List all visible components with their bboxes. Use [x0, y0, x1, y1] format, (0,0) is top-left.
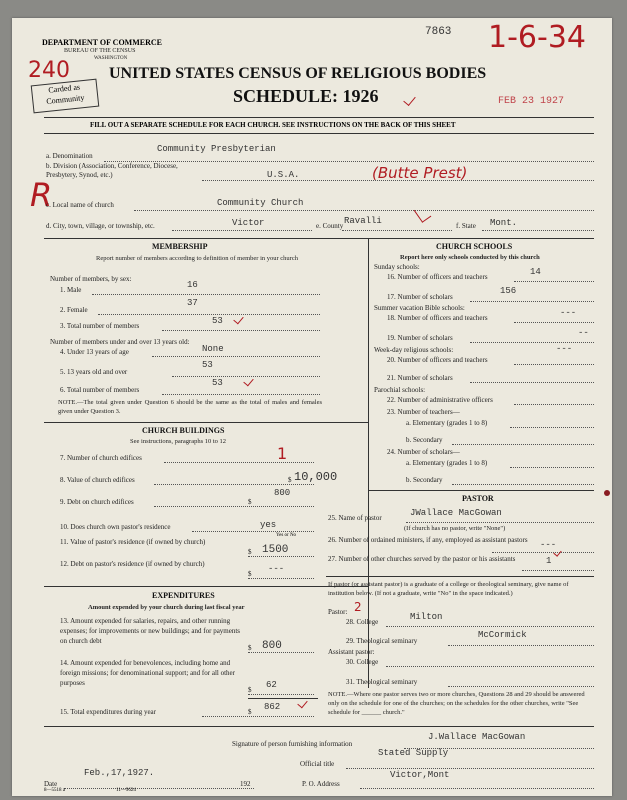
q31-label: 31. Theological seminary — [346, 678, 418, 686]
by-sex-label: Number of members, by sex: — [50, 275, 132, 283]
q12-label: 12. Debt on pastor's residence (if owned by church) — [60, 560, 205, 568]
q5-value[interactable]: 53 — [202, 360, 213, 370]
signature-label: Signature of person furnishing information — [232, 740, 353, 748]
year-suffix: 192 — [240, 780, 251, 788]
checkmark-icon — [414, 204, 432, 223]
q13-value[interactable]: 800 — [262, 640, 282, 652]
q12-value[interactable]: --- — [268, 564, 285, 574]
q27-value[interactable]: 1 — [546, 556, 552, 566]
q27-label: 27. Number of other churches served by the pastor or his assistants — [328, 555, 516, 563]
q26-label: 26. Number of ordained ministers, if any, employed as assistant pastors — [328, 536, 528, 544]
serial-number: 7863 — [425, 26, 452, 38]
q3-value[interactable]: 53 — [212, 316, 223, 326]
pastor-note: NOTE.—Where one pastor serves two or more churches, Questions 28 and 29 should be answered only on the schedule for one of the churches; on the schedules for the other churches, write "See schedule for ______ church." — [328, 691, 585, 716]
q7-label: 7. Number of church edifices — [60, 454, 142, 462]
q26-value[interactable]: --- — [540, 540, 557, 550]
census-schedule-sheet: DEPARTMENT OF COMMERCE BUREAU OF THE CENSUS WASHINGTON 7863 1-6-34 240 Carded as Community UNITED STATES CENSUS OF RELIGIOUS BODIES SCHEDULE: 1926 FEB 23 1927 FILL OUT A SEPARATE SCHEDULE FOR EACH CHURCH. SEE INSTRUCTIONS ON THE BACK OF THIS SHEET a. Denomination Community Presbyterian b. Division (Association, Conference, Diocese, Presbytery, Synod, etc.) U.S.A. (Butte Prest) R c. Local name of church Community Church d. City, town, village, or township, etc. Victor e. County Ravalli f. State Mont. MEMBERSHIP Report number of members according to definition of member in your church Number of members, by sex: 1. Male 16 2. Female 37 3. Total number of members 53 Number of members under and over 13 years old: 4. Under 13 years of age None 5. 13 years old and over 53 6. Total number of members 53 NOTE.—The total given under Question 6 should be the same as the total of males and females given under Question 3. CHURCH BUILDINGS See instructions, paragraphs 10 to 12 7. Number of church edifices 1 8. Value of church edifices $ 10,000 9. Debt on church edifices $ 800 10. Does church own pastor's residence yes Yes or No 11. Value of pastor's residence (if owned by church) $ 1500 12. Debt on pastor's residence (if owned by church) $ --- EXPENDITURES Amount expended by your church during last fiscal year 13. Amount expended for salaries, repairs, and other running expenses; for improvements or new buildings; and for payments on church debt $ 800 14. Amount expended for benevolences, including home and foreign missions; for denominational support; and for all other purposes $ 62 15. Total expenditures during year $ 862 CHURCH SCHOOLS Report here only schools conducted by this church Sunday schools: 16. Number of officers and teachers 14 17. Number of scholars 156 Summer vacation Bible schools: 18. Number of officers and teachers --- 19. Number of scholars -- Week-day religious schools: 20. Number of officers and teachers --- 21. Number of scholars Parochial schools: 22. Number of administrative officers 23. Number of teachers— a. Elementary (grades 1 to 8) b. Secondary 24. Number of scholars— a. Elementary (grades 1 to 8) b. Secondary PASTOR 25. Name of pastor JWallace MacGowan (If church has no pastor, write "None") 26. Number of ordained ministers, if any, employed as assistant pastors --- 27. Number of other churches served by the pastor or his assistants 1 If pastor (or assistant pastor) is a graduate of a college or theological seminary, give name of institution below. (If not a graduate, write "No" in the space indicated.) Pastor: 2 28. College Milton 29. Theological seminary McCormick Assistant pastor: 30. College 31. Theological seminary NOTE.—Where one pastor serves two or more churches, Questions 28 and 29 should be answered only on the schedule for one of the churches; on the schedules for the other churches, write "See schedule for ______ church." Signature of person furnishing information J.Wallace MacGowan Official title Stated Supply Date Feb.,17,1927. 192 P. O. Address Victor,Mont 8—5518 a 11—9624 — [12, 18, 612, 796]
membership-intro: Report number of members according to definition of member in your church — [96, 255, 298, 262]
state-value[interactable]: Mont. — [490, 218, 518, 228]
city-value[interactable]: Victor — [232, 218, 265, 228]
q28-label: 28. College — [346, 618, 379, 626]
date-value[interactable]: Feb.,17,1927. — [84, 768, 155, 778]
parochial-label: Parochial schools: — [374, 386, 426, 394]
q2-value[interactable]: 37 — [187, 298, 198, 308]
q9-label: 9. Debt on church edifices — [60, 498, 134, 506]
denomination-label: a. Denomination — [46, 152, 93, 160]
q24-secondary-label: b. Secondary — [406, 476, 443, 484]
q16-value[interactable]: 14 — [530, 267, 541, 277]
q9-value[interactable]: 800 — [274, 488, 291, 498]
sunday-label: Sunday schools: — [374, 263, 420, 271]
county-label: e. County — [316, 222, 344, 230]
signature-value[interactable]: J.Wallace MacGowan — [428, 732, 526, 742]
q29-value[interactable]: McCormick — [478, 630, 527, 640]
summer-label: Summer vacation Bible schools: — [374, 304, 465, 312]
checkmark-icon — [403, 93, 415, 106]
q24-label: 24. Number of scholars— — [387, 448, 460, 456]
q1-value[interactable]: 16 — [187, 280, 198, 290]
division-label: b. Division (Association, Conference, Diocese, Presbytery, Synod, etc.) — [46, 162, 178, 179]
q8-value[interactable]: 10,000 — [294, 470, 338, 484]
handwritten-2-mark: 2 — [354, 600, 362, 614]
buildings-sub: See instructions, paragraphs 10 to 12 — [130, 438, 227, 445]
handwritten-code: 1-6-34 — [488, 20, 586, 55]
ink-dot — [604, 490, 610, 496]
by-age-label: Number of members under and over 13 years old: — [50, 338, 190, 346]
q15-value[interactable]: 862 — [264, 702, 281, 712]
q25-label: 25. Name of pastor — [328, 514, 382, 522]
q11-label: 11. Value of pastor's residence (if owned by church) — [60, 538, 206, 546]
official-title-value[interactable]: Stated Supply — [378, 748, 449, 758]
graduate-note: If pastor (or assistant pastor) is a graduate of a college or theological seminary, give name of institution below. (If not a graduate, write "No" in the space indicated.) — [328, 581, 569, 597]
q3-label: 3. Total number of members — [60, 322, 140, 330]
q10-value[interactable]: yes — [260, 520, 277, 530]
q15-label: 15. Total expenditures during year — [60, 708, 156, 716]
assistant-sub-label: Assistant pastor: — [328, 648, 375, 656]
q16-label: 16. Number of officers and teachers — [387, 273, 488, 281]
handwritten-number: 240 — [28, 58, 70, 83]
q14-value[interactable]: 62 — [266, 680, 277, 690]
denomination-value[interactable]: Community Presbyterian — [157, 144, 276, 154]
bureau-city: WASHINGTON — [94, 56, 128, 61]
pastor-heading: PASTOR — [462, 494, 494, 503]
q18-value[interactable]: --- — [560, 308, 577, 318]
q18-label: 18. Number of officers and teachers — [387, 314, 488, 322]
local-name-value[interactable]: Community Church — [217, 198, 304, 208]
print-code: 11—9624 — [116, 788, 136, 793]
q19-value[interactable]: -- — [578, 328, 589, 338]
q10-hint: Yes or No — [276, 533, 297, 538]
schools-intro: Report here only schools conducted by this church — [400, 254, 540, 261]
q17-value[interactable]: 156 — [500, 286, 517, 296]
q14-label: 14. Amount expended for benevolences, including home and foreign missions; for denominational support; and for all other purposes — [60, 659, 235, 687]
q5-label: 5. 13 years old and over — [60, 368, 128, 376]
q20-label: 20. Number of officers and teachers — [387, 356, 488, 364]
q2-label: 2. Female — [60, 306, 88, 314]
division-note: (Butte Prest) — [372, 164, 468, 182]
schedule-title: SCHEDULE: 1926 — [233, 86, 379, 106]
membership-heading: MEMBERSHIP — [152, 242, 208, 251]
q20-value[interactable]: --- — [556, 344, 573, 354]
q22-label: 22. Number of administrative officers — [387, 396, 493, 404]
q6-label: 6. Total number of members — [60, 386, 140, 394]
q6-value[interactable]: 53 — [212, 378, 223, 388]
date-label: Date — [44, 780, 58, 788]
checkmark-icon — [243, 376, 253, 387]
q8-label: 8. Value of church edifices — [60, 476, 135, 484]
q29-label: 29. Theological seminary — [346, 637, 418, 645]
fill-instruction: FILL OUT A SEPARATE SCHEDULE FOR EACH CHURCH. SEE INSTRUCTIONS ON THE BACK OF THIS SHEET — [90, 121, 456, 129]
city-label: d. City, town, village, or township, etc. — [46, 222, 155, 230]
carded-stamp: Carded as Community — [31, 79, 100, 114]
q23-label: 23. Number of teachers— — [387, 408, 460, 416]
q7-value[interactable]: 1 — [277, 444, 288, 463]
division-value[interactable]: U.S.A. — [267, 170, 300, 180]
q4-label: 4. Under 13 years of age — [60, 348, 129, 356]
schools-heading: CHURCH SCHOOLS — [436, 242, 513, 251]
q24-elementary-label: a. Elementary (grades 1 to 8) — [406, 459, 488, 467]
po-address-value[interactable]: Victor,Mont — [390, 770, 450, 780]
official-title-label: Official title — [300, 760, 335, 768]
dept-name: DEPARTMENT OF COMMERCE — [42, 38, 163, 47]
checkmark-icon — [297, 698, 307, 709]
bureau-name: BUREAU OF THE CENSUS — [64, 48, 136, 54]
q4-value[interactable]: None — [202, 344, 224, 354]
q30-label: 30. College — [346, 658, 379, 666]
q23-secondary-label: b. Secondary — [406, 436, 443, 444]
checkmark-icon — [233, 314, 243, 325]
r-mark-icon: R — [30, 176, 53, 214]
q21-label: 21. Number of scholars — [387, 374, 453, 382]
po-address-label: P. O. Address — [302, 780, 340, 788]
membership-note: NOTE.—The total given under Question 6 should be the same as the total of males and females given under Question 3. — [58, 399, 322, 415]
q13-label: 13. Amount expended for salaries, repairs, and other running expenses; for improvements or new buildings; and for payments on church debt — [60, 617, 241, 645]
q25-hint: (If church has no pastor, write "None") — [404, 525, 506, 532]
state-label: f. State — [456, 222, 476, 230]
q28-value[interactable]: Milton — [410, 612, 443, 622]
q10-label: 10. Does church own pastor's residence — [60, 523, 171, 531]
pastor-sub-label: Pastor: — [328, 608, 348, 616]
expenditures-sub: Amount expended by your church during last fiscal year — [88, 604, 245, 611]
q1-label: 1. Male — [60, 286, 82, 294]
expenditures-heading: EXPENDITURES — [152, 591, 215, 600]
q23-elementary-label: a. Elementary (grades 1 to 8) — [406, 419, 488, 427]
received-date-stamp: FEB 23 1927 — [498, 96, 565, 107]
q25-value[interactable]: JWallace MacGowan — [410, 508, 502, 518]
buildings-heading: CHURCH BUILDINGS — [142, 426, 225, 435]
form-title: UNITED STATES CENSUS OF RELIGIOUS BODIES — [109, 65, 487, 82]
form-code: 8—5518 a — [44, 788, 65, 793]
local-name-label: c. Local name of church — [46, 201, 114, 209]
q19-label: 19. Number of scholars — [387, 334, 453, 342]
q11-value[interactable]: 1500 — [262, 544, 289, 556]
county-value[interactable]: Ravalli — [344, 216, 382, 226]
weekday-label: Week-day religious schools: — [374, 346, 454, 354]
q17-label: 17. Number of scholars — [387, 293, 453, 301]
